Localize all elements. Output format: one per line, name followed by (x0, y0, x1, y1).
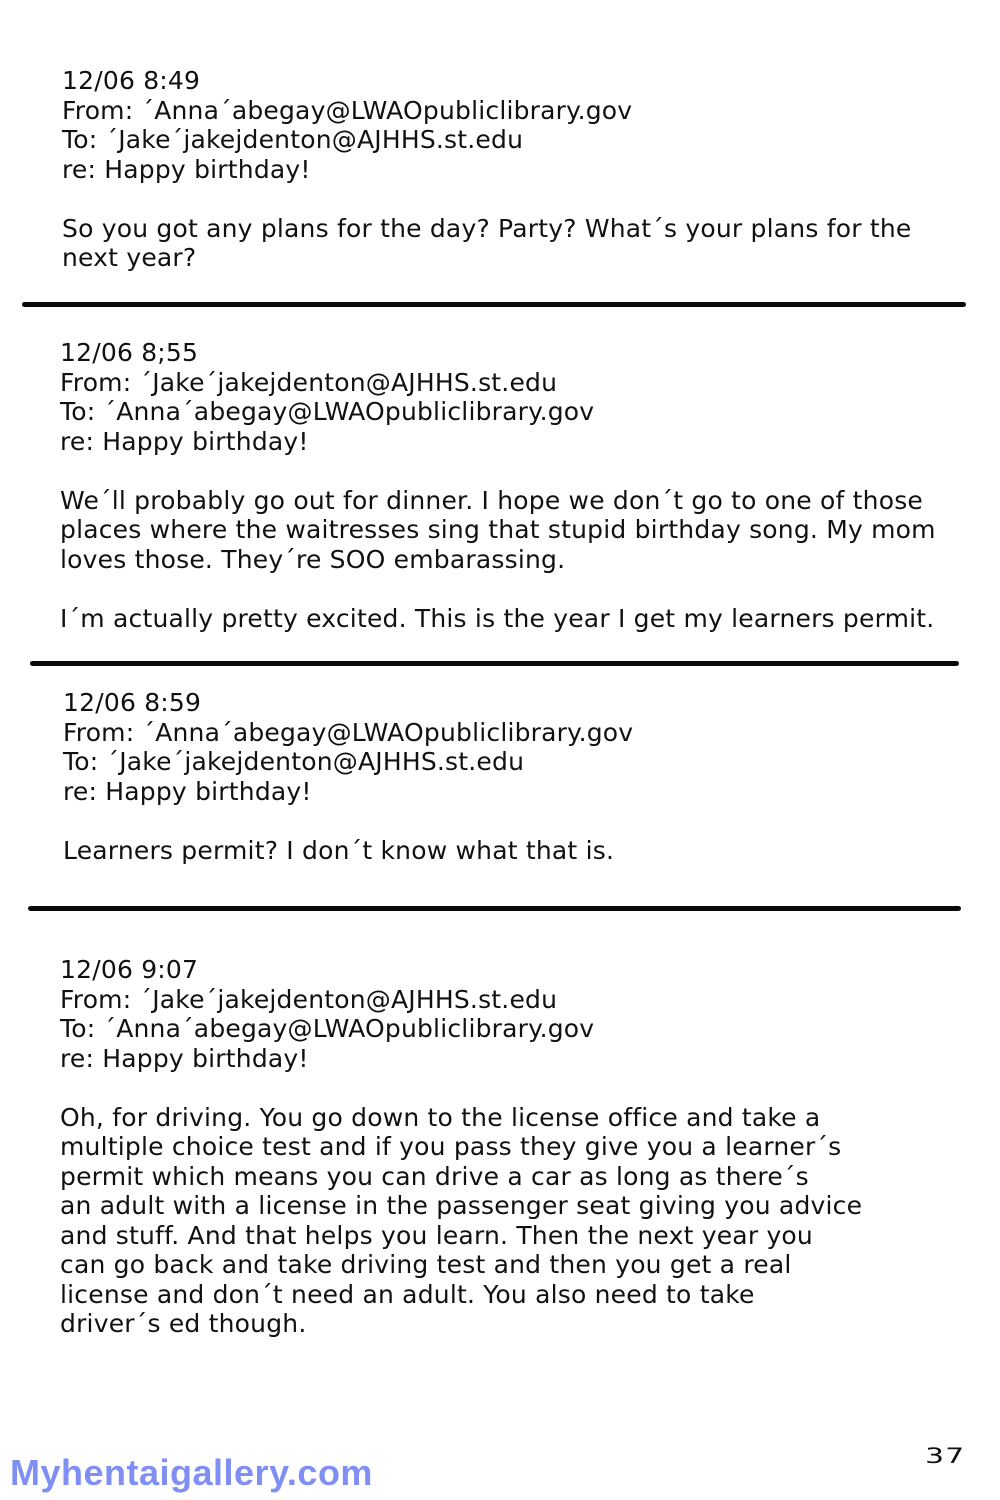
message-divider (22, 302, 966, 307)
email-body-line: So you got any plans for the day? Party? What´s your plans for the (62, 213, 912, 243)
message-divider (28, 906, 961, 911)
email-date: 12/06 8;55 (60, 338, 199, 367)
email-body-line: places where the waitresses sing that stupid birthday song. My mom (60, 515, 936, 544)
site-watermark: Myhentaigallery.com (10, 1452, 373, 1493)
email-body-line: an adult with a license in the passenger seat giving you advice (60, 1191, 863, 1220)
email-from: From: ´Jake´jakejdenton@AJHHS.st.edu (60, 984, 558, 1014)
email-body-line: Oh, for driving. You go down to the license office and take a (60, 1102, 821, 1132)
email-subject: re: Happy birthday! (60, 426, 309, 456)
message-divider (30, 661, 959, 666)
email-message (60, 338, 936, 633)
email-body-line: loves those. They´re SOO embarassing. (60, 544, 566, 574)
email-to: To: ´Anna´abegay@LWAOpubliclibrary.gov (60, 397, 595, 426)
page-number: 37 (925, 1444, 966, 1469)
email-date: 12/06 8:59 (63, 688, 202, 717)
email-body-line: license and don´t need an adult. You also need to take (60, 1279, 755, 1309)
email-body-line: driver´s ed though. (60, 1309, 307, 1338)
email-message (60, 955, 862, 1339)
email-body-line: permit which means you can drive a car as long as there´s (60, 1161, 809, 1191)
email-to: To: ´Jake´jakejdenton@AJHHS.st.edu (63, 747, 525, 776)
email-to: To: ´Anna´abegay@LWAOpubliclibrary.gov (60, 1014, 595, 1043)
email-body-line: can go back and take driving test and then you get a real (60, 1250, 792, 1279)
email-body-line: Learners permit? I don´t know what that is. (63, 835, 615, 865)
email-body-line: next year? (62, 243, 197, 272)
email-body-line: multiple choice test and if you pass they give you a learner´s (60, 1132, 842, 1161)
email-message (63, 688, 633, 865)
email-from: From: ´Anna´abegay@LWAOpubliclibrary.gov (63, 717, 634, 747)
email-body-line: We´ll probably go out for dinner. I hope we don´t go to one of those (60, 485, 924, 515)
email-subject: re: Happy birthday! (62, 154, 311, 184)
email-subject: re: Happy birthday! (60, 1043, 309, 1073)
email-date: 12/06 9:07 (60, 955, 199, 984)
email-from: From: ´Jake´jakejdenton@AJHHS.st.edu (60, 367, 558, 397)
email-body-line: and stuff. And that helps you learn. Then the next year you (60, 1220, 813, 1250)
email-body-line: I´m actually pretty excited. This is the year I get my learners permit. (60, 603, 935, 633)
email-to: To: ´Jake´jakejdenton@AJHHS.st.edu (62, 125, 524, 154)
email-subject: re: Happy birthday! (63, 776, 312, 806)
email-from: From: ´Anna´abegay@LWAOpubliclibrary.gov (62, 95, 633, 125)
email-date: 12/06 8:49 (62, 66, 201, 95)
email-message (62, 66, 911, 273)
